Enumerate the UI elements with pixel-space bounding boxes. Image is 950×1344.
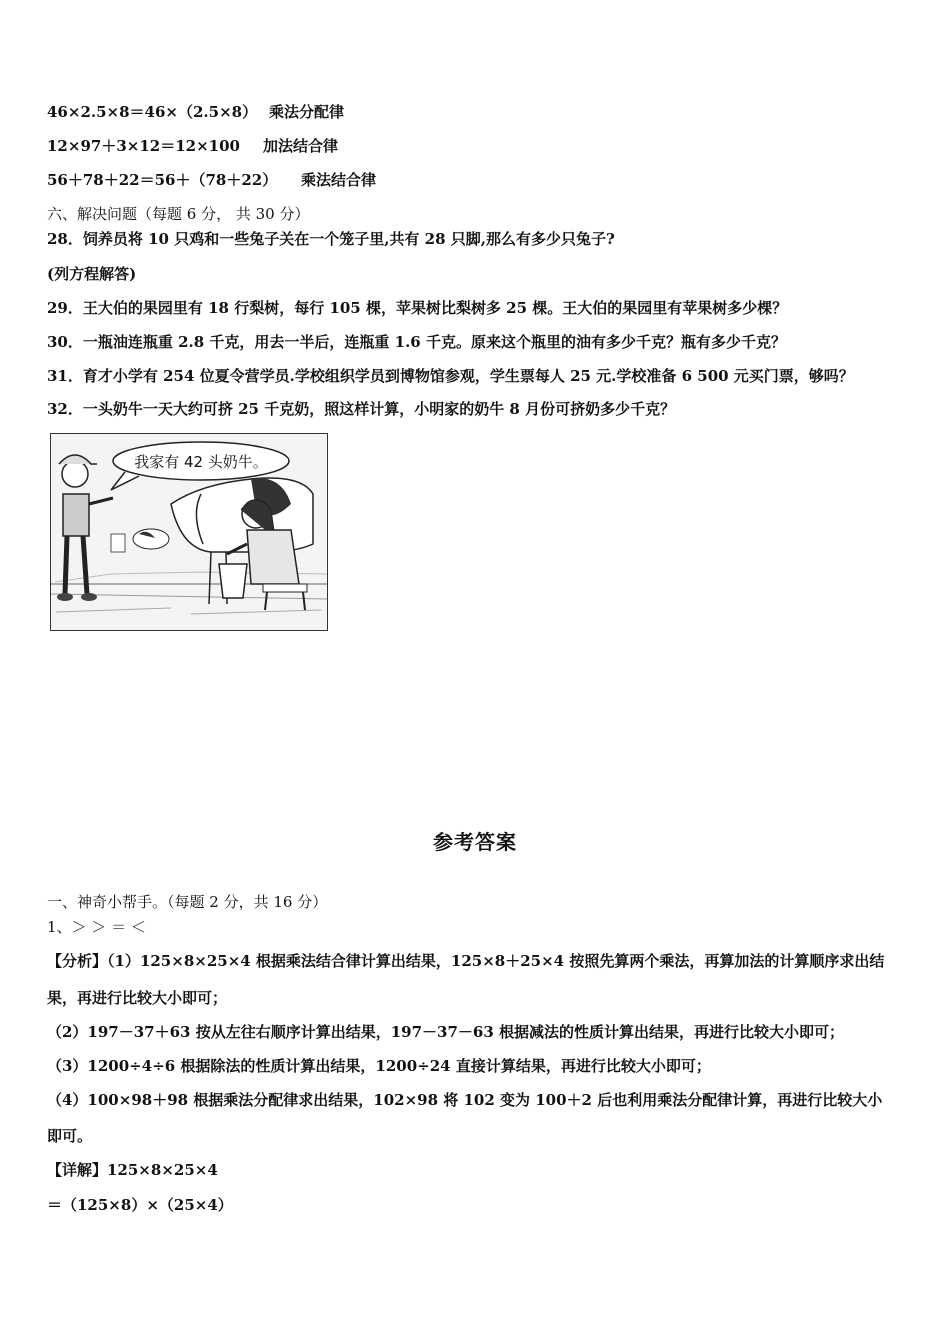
question-28-note: (列方程解答): [47, 265, 137, 283]
analysis-3: （3）1200÷4÷6 根据除法的性质计算出结果，1200÷24 直接计算结果，再进行比较大小即可；: [47, 1057, 711, 1075]
question-28: 28．饲养员将 10 只鸡和一些兔子关在一个笼子里,共有 28 只脚,那么有多少只兔子?: [47, 230, 615, 248]
question-31: 31．育才小学有 254 位夏令营学员.学校组织学员到博物馆参观，学生票每人 25 元.学校准备 6 500 元买门票，够吗？: [47, 367, 854, 385]
speech-bubble-text: 我家有 42 头奶牛。: [134, 453, 268, 471]
analysis-1b: 果，再进行比较大小即可；: [47, 989, 228, 1007]
law-name: 乘法分配律: [269, 103, 345, 121]
question-30: 30．一瓶油连瓶重 2.8 千克，用去一半后，连瓶重 1.6 千克。原来这个瓶里的油有多少千克？瓶有多少千克？: [47, 333, 786, 351]
question-32: 32．一头奶牛一天大约可挤 25 千克奶，照这样计算，小明家的奶牛 8 月份可挤奶多少千克？: [47, 400, 676, 418]
analysis-4a: （4）100×98＋98 根据乘法分配律求出结果，102×98 将 102 变为 100＋2 后也利用乘法分配律计算，再进行比较大小: [47, 1091, 883, 1109]
law-row-3: [47, 170, 376, 190]
law-row-2: [47, 136, 338, 156]
question-29: 29．王大伯的果园里有 18 行梨树，每行 105 棵，苹果树比梨树多 25 棵。王大伯的果园里有苹果树多少棵？: [47, 299, 788, 317]
law-row-1: [47, 102, 344, 122]
law-expression: 12×97＋3×12＝12×100: [47, 137, 240, 155]
section-heading: 六、解决问题（每题 6 分， 共 30 分）: [47, 205, 310, 223]
detail-label: 【详解】125×8×25×4: [47, 1161, 218, 1179]
law-expression: 56＋78＋22＝56＋（78＋22）: [47, 171, 278, 189]
law-name: 乘法结合律: [301, 171, 377, 189]
law-name: 加法结合律: [263, 137, 339, 155]
answer-1: 1、＞ ＞ ＝ ＜: [47, 918, 146, 936]
law-expression: 46×2.5×8＝46×（2.5×8）: [47, 103, 258, 121]
cartoon-illustration: [50, 433, 328, 631]
answers-section-heading: 一、神奇小帮手。（每题 2 分，共 16 分）: [47, 893, 328, 911]
analysis-1a: 【分析】（1）125×8×25×4 根据乘法结合律计算出结果，125×8＋25×4 按照先算两个乘法，再算加法的计算顺序求出结: [47, 952, 885, 970]
answers-title: 参考答案: [433, 830, 517, 854]
analysis-2: （2）197－37＋63 按从左往右顺序计算出结果，197－37－63 根据减法的性质计算出结果，再进行比较大小即可；: [47, 1023, 845, 1041]
detail-step: ＝（125×8）×（25×4）: [47, 1196, 233, 1214]
analysis-4b: 即可。: [47, 1127, 93, 1145]
